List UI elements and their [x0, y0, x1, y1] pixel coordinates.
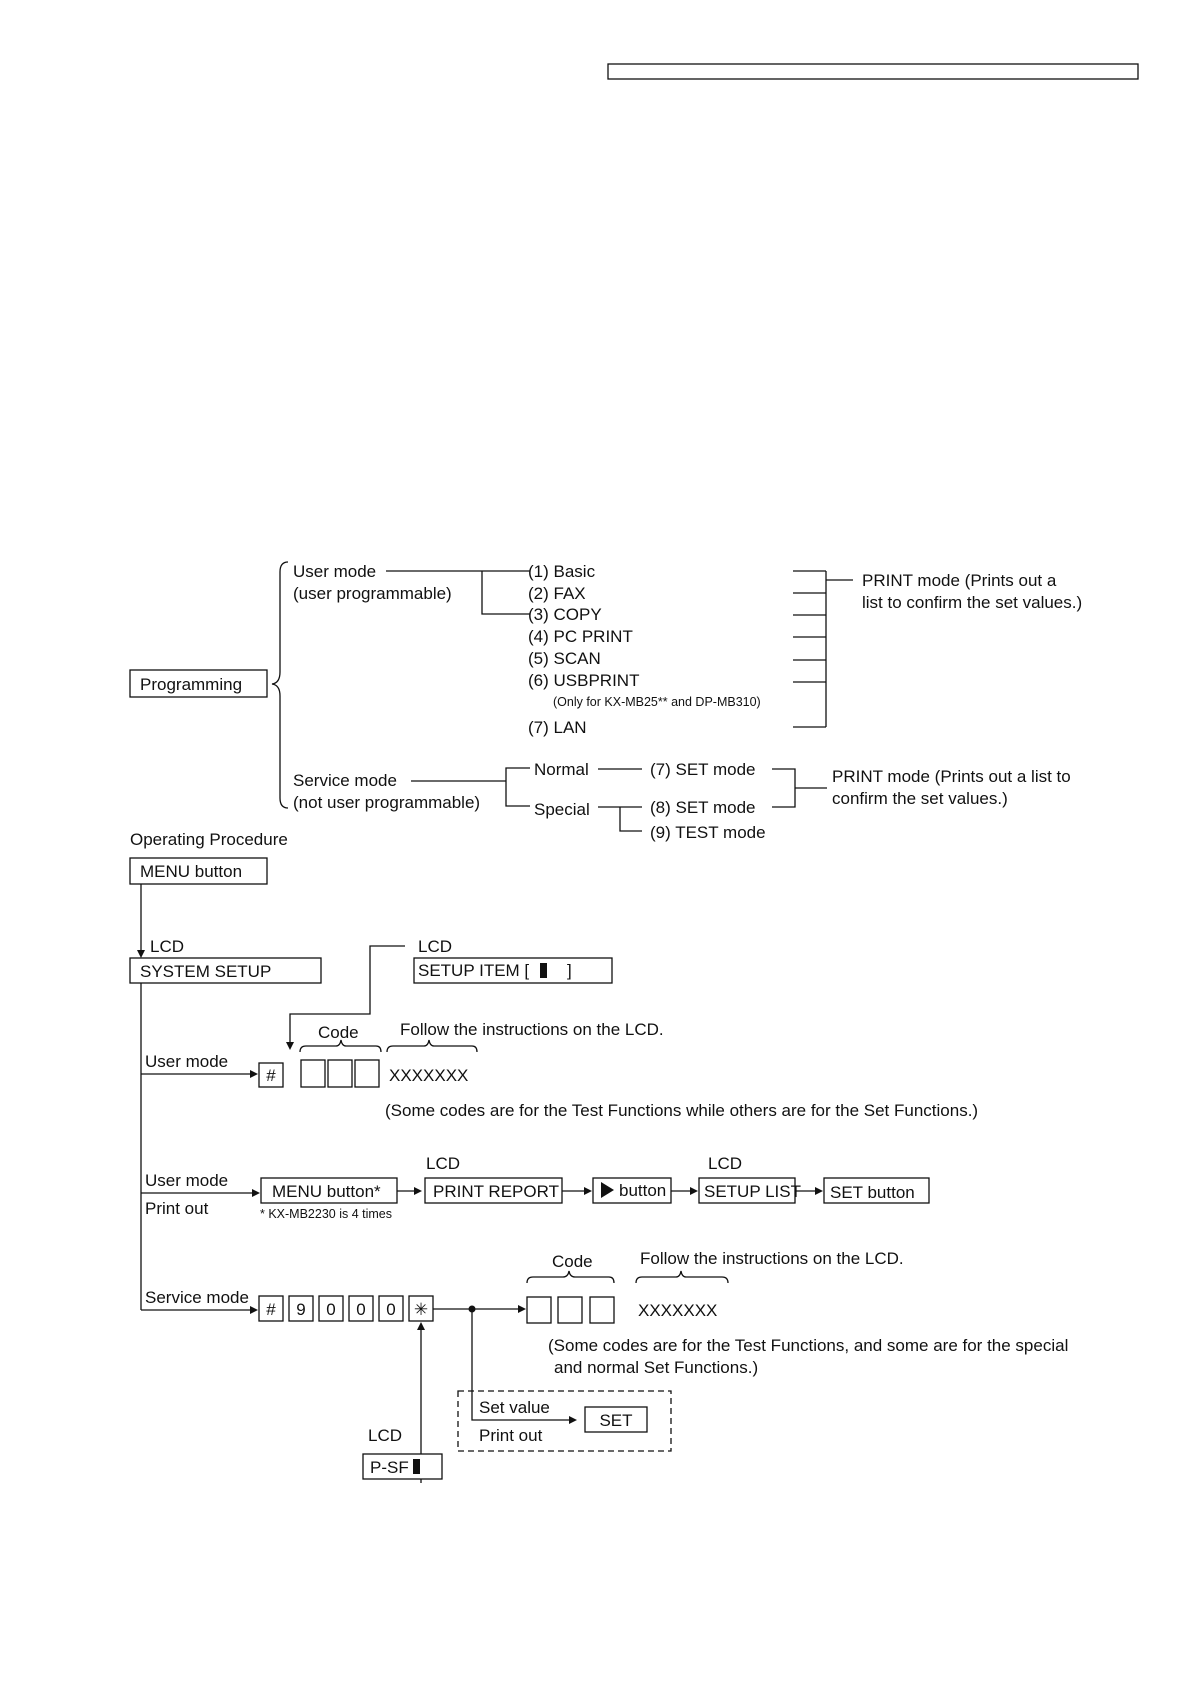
test-mode-9: (9) TEST mode — [650, 823, 766, 842]
service-mode-row-label: Service mode — [145, 1288, 249, 1307]
system-setup-label: SYSTEM SETUP — [140, 962, 272, 981]
service-key-0b-label: 0 — [356, 1300, 366, 1319]
user-item-copy: (3) COPY — [528, 605, 602, 624]
lcd-label-1: LCD — [150, 937, 185, 956]
arrow-down-icon — [137, 950, 145, 958]
arrow-right-icon — [584, 1187, 592, 1195]
special-test-connector — [620, 807, 642, 831]
service-mode-bracket — [506, 768, 530, 806]
arrow-down-icon — [286, 1042, 294, 1050]
programming-tree — [130, 562, 1082, 842]
code-box-1a — [301, 1060, 325, 1087]
user-item-usbprint: (6) USBPRINT — [528, 671, 640, 690]
print-report-label: PRINT REPORT — [433, 1182, 559, 1201]
service-mode-sublabel: (not user programmable) — [293, 793, 481, 812]
print-out-label-2: Print out — [479, 1426, 543, 1445]
code-brace-1 — [300, 1040, 381, 1052]
follow-brace-1 — [387, 1040, 477, 1052]
programming-brace — [272, 562, 288, 808]
service-note-line1: (Some codes are for the Test Functions, and some are for the special — [548, 1336, 1069, 1355]
print-mode-service-sublabel: confirm the set values.) — [832, 789, 1008, 808]
lcd-label-4: LCD — [708, 1154, 743, 1173]
code-box-1c — [355, 1060, 379, 1087]
menu-button-star-label: MENU button* — [272, 1182, 381, 1201]
lcd-label-5: LCD — [368, 1426, 403, 1445]
print-mode-comb — [793, 571, 853, 727]
follow-instructions-1: Follow the instructions on the LCD. — [400, 1020, 664, 1039]
user-mode-print-label: User mode — [145, 1171, 229, 1190]
user-mode-note: (Some codes are for the Test Functions while others are for the Set Functions.) — [385, 1101, 979, 1120]
setup-list-label: SETUP LIST — [704, 1182, 801, 1201]
special-label: Special — [534, 800, 590, 819]
setup-item-close: ] — [567, 961, 572, 980]
play-button-label: button — [619, 1181, 667, 1200]
arrow-right-icon — [252, 1189, 260, 1197]
service-key-hash-label: # — [266, 1300, 276, 1319]
operating-procedure — [130, 830, 1068, 1483]
xxx-2: XXXXXXX — [638, 1301, 718, 1320]
kx-mb2230-note: * KX-MB2230 is 4 times — [260, 1207, 392, 1221]
set-mode-8: (8) SET mode — [650, 798, 756, 817]
print-out-label-1: Print out — [145, 1199, 209, 1218]
procedure-title: Operating Procedure — [130, 830, 288, 849]
user-item-pc-print: (4) PC PRINT — [528, 627, 633, 646]
user-mode-bracket — [482, 571, 530, 614]
code-box-2c — [590, 1297, 614, 1323]
service-mode-label: Service mode — [293, 771, 397, 790]
user-item-scan: (5) SCAN — [528, 649, 601, 668]
arrow-up-icon — [417, 1322, 425, 1330]
code-brace-2 — [527, 1271, 614, 1283]
arrow-right-icon — [250, 1070, 258, 1078]
service-key-0c-label: 0 — [386, 1300, 396, 1319]
hash-key-label: # — [266, 1066, 276, 1085]
code-box-1b — [328, 1060, 352, 1087]
cursor-block-icon — [540, 963, 547, 978]
code-box-2b — [558, 1297, 582, 1323]
set-button-label: SET button — [830, 1183, 915, 1202]
user-item-fax: (2) FAX — [528, 584, 586, 603]
print-mode-user-sublabel: list to confirm the set values.) — [862, 593, 1083, 612]
lcd-label-2: LCD — [418, 937, 453, 956]
xxx-1: XXXXXXX — [389, 1066, 469, 1085]
print-mode-user-label: PRINT mode (Prints out a — [862, 571, 1057, 590]
service-key-0a-label: 0 — [326, 1300, 336, 1319]
lcd-label-3: LCD — [426, 1154, 461, 1173]
header-box — [608, 64, 1138, 79]
set-box-label: SET — [599, 1411, 633, 1430]
user-mode-row-label: User mode — [145, 1052, 229, 1071]
follow-brace-2 — [636, 1271, 728, 1283]
set-value-label: Set value — [479, 1398, 550, 1417]
star-icon: ✳ — [413, 1300, 429, 1319]
psf-label: P-SF — [370, 1458, 409, 1477]
programming-label: Programming — [140, 675, 243, 694]
service-key-9-label: 9 — [296, 1300, 306, 1319]
code-box-2a — [527, 1297, 551, 1323]
arrow-right-icon — [414, 1187, 422, 1195]
menu-button-label: MENU button — [140, 862, 243, 881]
arrow-right-icon — [815, 1187, 823, 1195]
service-print-bracket — [772, 769, 795, 807]
print-mode-service-label: PRINT mode (Prints out a list to — [832, 767, 1071, 786]
arrow-right-icon — [690, 1187, 698, 1195]
user-mode-sublabel: (user programmable) — [293, 584, 452, 603]
service-note-line2: and normal Set Functions.) — [554, 1358, 759, 1377]
arrow-right-icon — [250, 1306, 258, 1314]
set-mode-7: (7) SET mode — [650, 760, 756, 779]
user-item-lan: (7) LAN — [528, 718, 587, 737]
normal-label: Normal — [534, 760, 589, 779]
arrow-right-icon — [569, 1416, 577, 1424]
code-label-2: Code — [552, 1252, 593, 1271]
usbprint-note: (Only for KX-MB25** and DP-MB310) — [553, 695, 761, 709]
psf-cursor-icon — [413, 1459, 420, 1474]
user-item-basic: (1) Basic — [528, 562, 596, 581]
user-mode-label: User mode — [293, 562, 377, 581]
code-label-1: Code — [318, 1023, 359, 1042]
follow-instructions-2: Follow the instructions on the LCD. — [640, 1249, 904, 1268]
setup-item-label: SETUP ITEM [ — [418, 961, 530, 980]
arrow-right-icon — [518, 1305, 526, 1313]
